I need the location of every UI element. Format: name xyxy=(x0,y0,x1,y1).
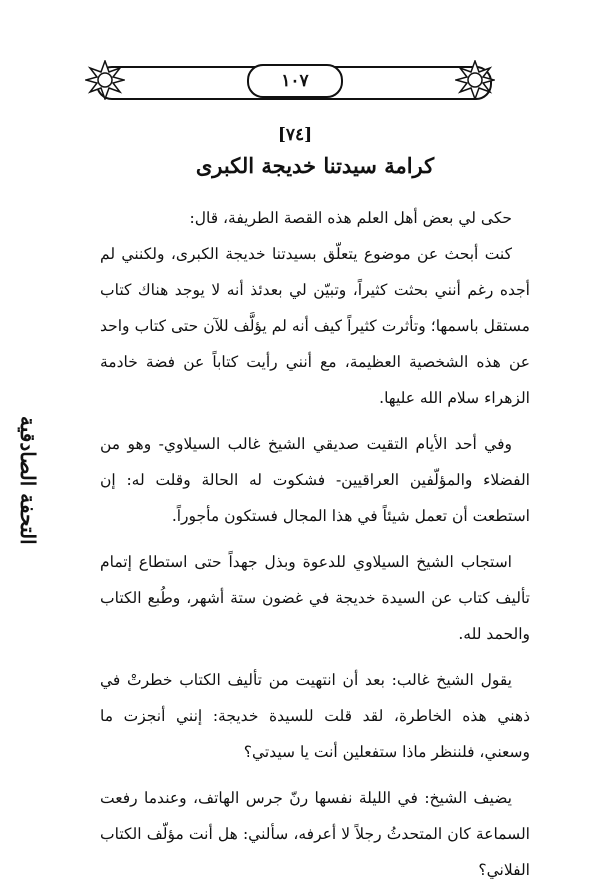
sun-ornament-icon xyxy=(85,60,125,100)
paragraph: يقول الشيخ غالب: بعد أن انتهيت من تأليف الكتاب خطرتْ في ذهني هذه الخاطرة، لقد قلت للسيدة خديجة: إنني أنجزت ما وسعني، فلننظر ماذا ستفعلين أنت يا سيدتي؟ xyxy=(100,671,530,761)
page-number: ١٠٧ xyxy=(247,64,343,98)
sun-ornament-icon xyxy=(455,60,495,100)
paragraph: حكى لي بعض أهل العلم هذه القصة الطريفة، قال: xyxy=(189,209,512,227)
paragraph: استجاب الشيخ السيلاوي للدعوة وبذل جهداً حتى استطاع إتمام تأليف كتاب عن السيدة خديجة في غضون ستة أشهر، وطُبع الكتاب والحمد لله. xyxy=(100,553,530,643)
paragraph: وفي أحد الأيام التقيت صديقي الشيخ غالب السيلاوي- وهو من الفضلاء والمؤلّفين العراقيين- فشكوت له الحالة وقلت له: إن استطعت أن تعمل شيئاً في هذا المجال فستكون مأجوراً. xyxy=(100,435,530,525)
running-side-title: التحفة الصادقية xyxy=(16,415,40,545)
paragraph: كنت أبحث عن موضوع يتعلّق بسيدتنا خديجة الكبرى، ولكنني لم أجده رغم أنني بحثت كثيراً، وتبيّن لي بعدئذ أنه لا يوجد هناك كتاب مستقل باسمها؛ وتأثرت كثيراً كيف أنه لم يؤلَّف للآن حتى كتاب واحد عن هذه الشخصية العظيمة، مع أنني رأيت كتاباً عن فضة خادمة الزهراء سلام الله عليها. xyxy=(100,245,530,407)
paragraph: يضيف الشيخ: في الليلة نفسها رنّ جرس الهاتف، وعندما رفعت السماعة كان المتحدثُ رجلاً لا أعرفه، سألني: هل أنت مؤلّف الكتاب الفلاني؟ xyxy=(100,789,530,879)
body-text xyxy=(100,200,530,888)
section-number: [٧٤] xyxy=(277,125,313,145)
page-title: كرامة سيدتنا خديجة الكبرى xyxy=(195,153,435,178)
